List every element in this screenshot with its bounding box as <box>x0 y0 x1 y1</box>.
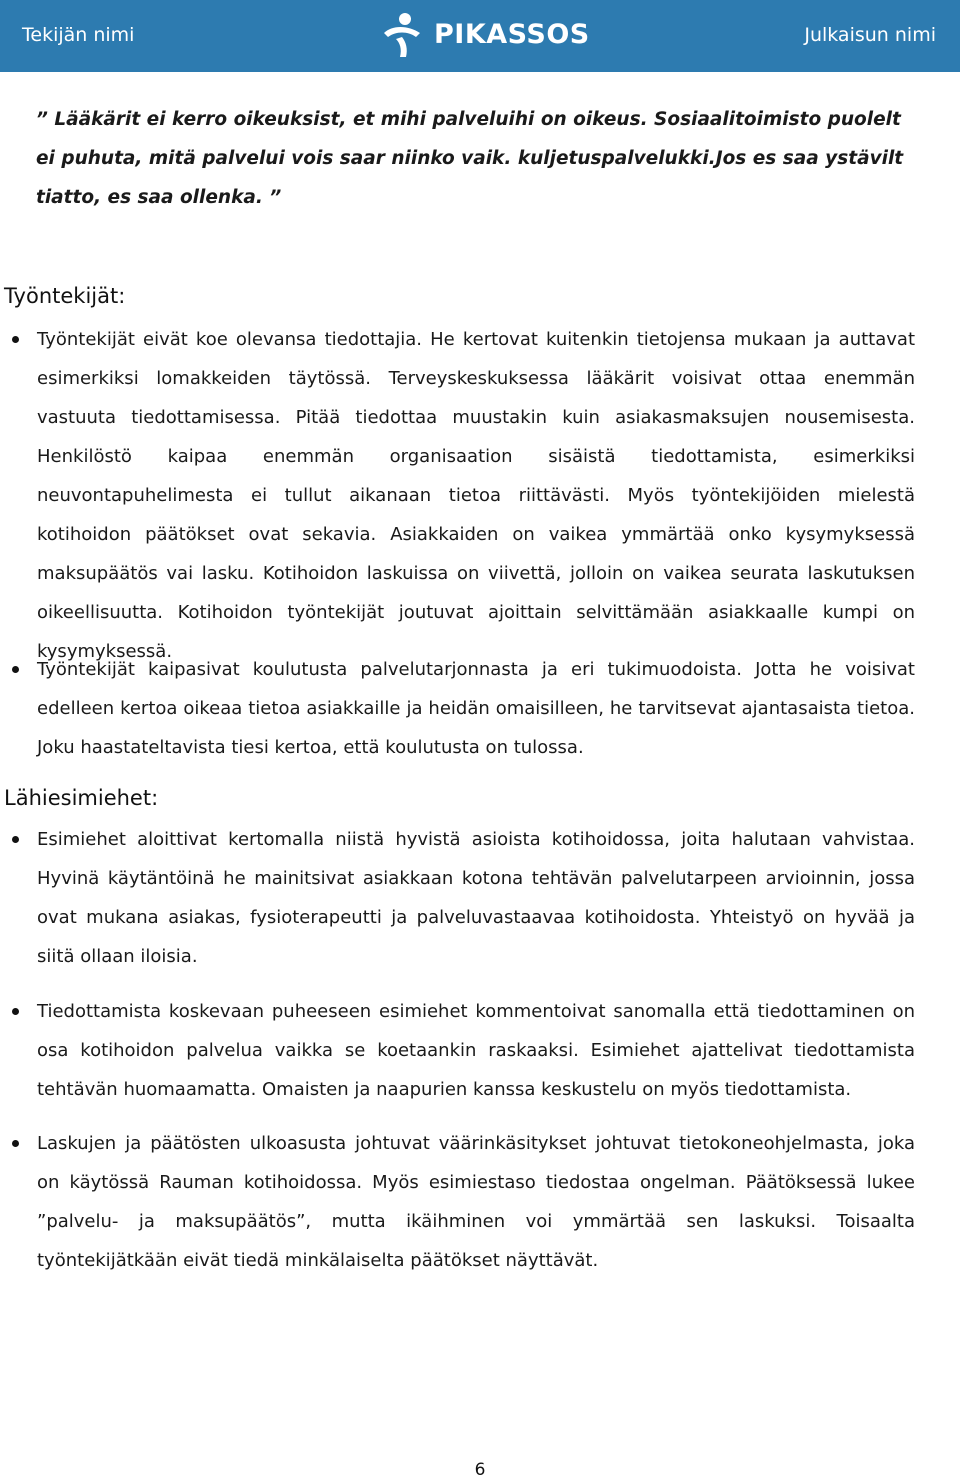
bullet-icon <box>12 666 19 673</box>
list-item-text: Tiedottamista koskevaan puheeseen esimiehet kommentoivat sanomalla että tiedottaminen on osa kotihoidon palvelua vaikka se koetaankin raskaaksi. Esimiehet ajattelivat tiedottamista tehtävän huomaamatta. Omaisten ja naapurien kanssa keskustelu on myös tiedottamista. <box>37 1001 915 1100</box>
bullet-icon <box>12 1140 19 1147</box>
bullet-icon <box>12 836 19 843</box>
list-item-text: Työntekijät eivät koe olevansa tiedottajia. He kertovat kuitenkin tietojensa mukaan ja auttavat esimerkiksi lomakkeiden täytössä. Terveyskeskuksessa lääkärit voisivat ottaa enemmän vastuuta tiedottamisessa. Pitää tiedottaa muustakin kuin asiakasmaksujen nousemisesta. Henkilöstö kaipaa enemmän organisaation sisäistä tiedottamista, esimerkiksi neuvontapuhelimesta ei tullut aikanaan tietoa riittävästi. Myös työntekijöiden mielestä kotihoidon päätökset ovat sekavia. Asiakkaiden on vaikea ymmärtää onko kysymyksessä maksupäätös vai lasku. Kotihoidon laskuissa on viivettä, jolloin on vaikea seurata laskutuksen oikeellisuutta. Kotihoidon työntekijät joutuvat ajoittain selvittämään asiakkaalle kumpi on kysymyksessä. <box>37 329 915 662</box>
section-heading-employees: Työntekijät: <box>4 284 126 308</box>
page-header <box>0 0 960 72</box>
list-item-text: Esimiehet aloittivat kertomalla niistä hyvistä asioista kotihoidossa, joita halutaan vahvistaa. Hyvinä käytäntöinä he mainitsivat asiakkaan kotona tehtävän palvelutarpeen arvioinnin, jossa ovat mukana asiakas, fysioterapeutti ja palveluvastaavaa kotihoidosta. Yhteistyö on hyvää ja siitä ollaan iloisia. <box>37 829 915 967</box>
interview-quote <box>36 100 916 217</box>
logo <box>378 6 590 62</box>
publication-name: Julkaisun nimi <box>804 24 936 46</box>
quote-text: ” Lääkärit ei kerro oikeuksist, et mihi palveluihi on oikeus. Sosiaalitoimisto puolelt ei puhuta, mitä palvelui vois saar niinko vaik. kuljetuspalvelukki.Jos es saa ystävilt tiatto, es saa ollenka. ” <box>36 109 904 208</box>
page-number: 6 <box>474 1460 486 1480</box>
section-heading-supervisors: Lähiesimiehet: <box>4 786 159 810</box>
author-name: Tekijän nimi <box>22 24 135 46</box>
list-item-text: Työntekijät kaipasivat koulutusta palvelutarjonnasta ja eri tukimuodoista. Jotta he voisivat edelleen kertoa oikeaa tietoa asiakkaille ja heidän omaisilleen, he tarvitsevat ajantasaista tietoa. Joku haastateltavista tiesi kertoa, että koulutusta on tulossa. <box>37 659 915 758</box>
pikassos-logo-icon <box>378 9 428 59</box>
bullet-icon <box>12 1008 19 1015</box>
logo-text: PIKASSOS <box>434 18 590 50</box>
bullet-icon <box>12 336 19 343</box>
list-item-text: Laskujen ja päätösten ulkoasusta johtuvat väärinkäsitykset johtuvat tietokoneohjelmasta, joka on käytössä Rauman kotihoidossa. Myös esimiestaso tiedostaa ongelman. Päätöksessä lukee ”palvelu- ja maksupäätös”, mutta ikäihminen voi ymmärtää sen laskuksi. Toisaalta työntekijätkään eivät tiedä minkälaiselta päätökset näyttävät. <box>37 1133 915 1271</box>
